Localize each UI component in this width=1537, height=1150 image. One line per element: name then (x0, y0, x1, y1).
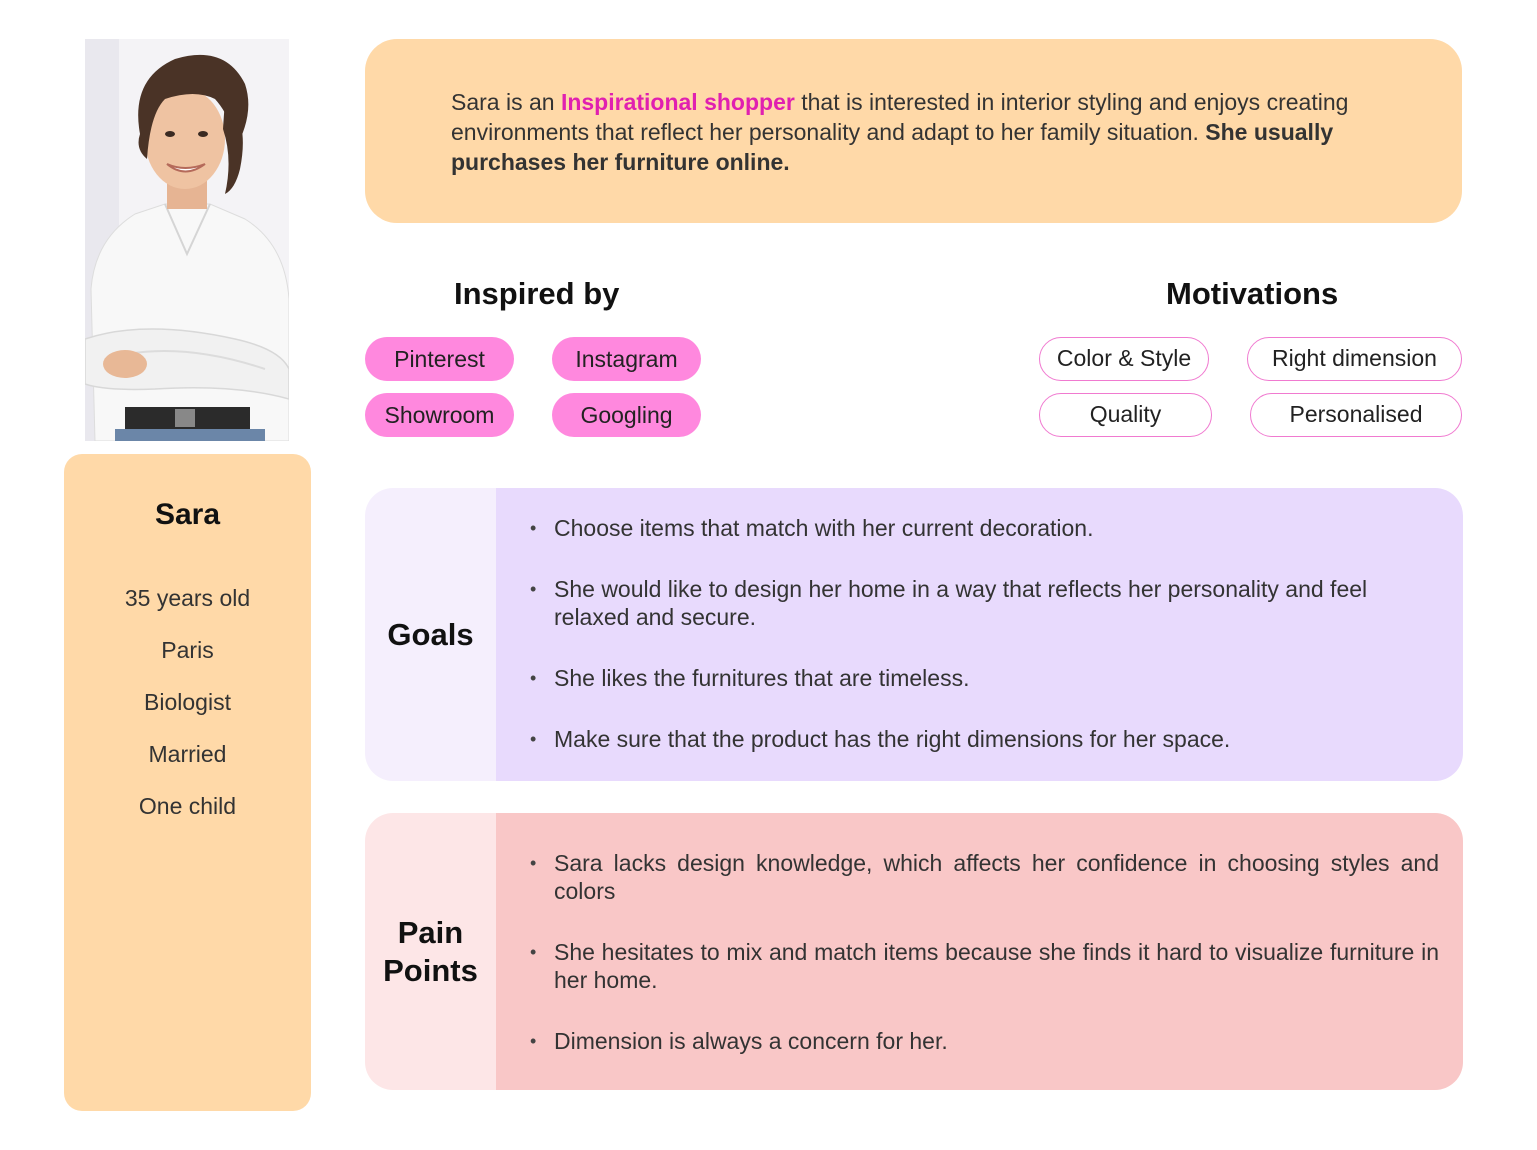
persona-photo (85, 39, 289, 441)
chip-quality: Quality (1039, 393, 1212, 437)
persona-occupation: Biologist (144, 689, 231, 715)
pain-points-title (365, 813, 496, 1090)
profile-card (64, 454, 311, 1111)
goal-item: • She likes the furnitures that are timeless. (530, 664, 1439, 692)
pain-points-title-line2: Points (383, 952, 478, 988)
pain-points-list (530, 849, 1439, 1055)
chip-showroom: Showroom (365, 393, 514, 437)
inspired-by-title: Inspired by (454, 276, 620, 311)
chip-right-dimension: Right dimension (1247, 337, 1462, 381)
persona-marital-status: Married (148, 741, 227, 767)
goals-title: Goals (365, 488, 496, 781)
pain-point-item: • She hesitates to mix and match items because she finds it hard to visualize furniture in her home. (530, 938, 1439, 994)
pain-points-panel (365, 813, 1463, 1090)
goals-panel (365, 488, 1463, 781)
goal-item: • Choose items that match with her current decoration. (530, 514, 1439, 542)
chip-pinterest: Pinterest (365, 337, 514, 381)
goal-item: • She would like to design her home in a way that reflects her personality and feel relaxed and secure. (530, 575, 1439, 631)
persona-age: 35 years old (124, 585, 251, 611)
chip-personalised: Personalised (1250, 393, 1462, 437)
persona-portrait-icon (85, 39, 289, 441)
pain-point-item: • Sara lacks design knowledge, which affects her confidence in choosing styles and colors (530, 849, 1439, 905)
motivations-title: Motivations (1166, 276, 1339, 311)
pain-points-title-line1: Pain (397, 914, 464, 950)
persona-name: Sara (154, 498, 221, 531)
pain-point-item: • Dimension is always a concern for her. (530, 1027, 1439, 1055)
summary-text: Sara is an (451, 89, 561, 115)
summary-highlight: Inspirational shopper (560, 89, 795, 115)
summary-bold: She usually purchases her furniture online. (451, 119, 1334, 175)
persona-summary (365, 39, 1462, 223)
chip-googling: Googling (552, 393, 701, 437)
summary-text-continued: that is interested in interior styling and enjoys creating environments that reflect her personality and adapt to her family situation. (451, 89, 1349, 145)
persona-city: Paris (161, 637, 214, 663)
goal-item: • Make sure that the product has the right dimensions for her space. (530, 725, 1439, 753)
chip-instagram: Instagram (552, 337, 701, 381)
chip-color-style: Color & Style (1039, 337, 1209, 381)
persona-children: One child (138, 793, 237, 819)
goals-list (530, 514, 1439, 753)
